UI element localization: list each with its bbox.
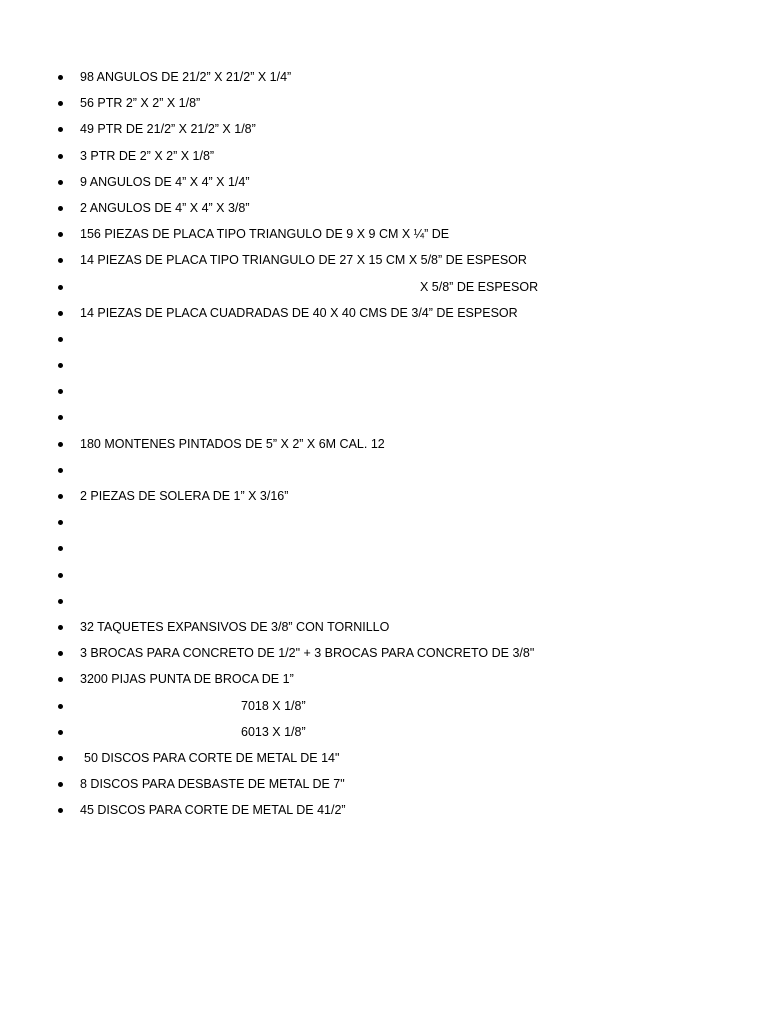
bullet-icon	[58, 782, 63, 787]
bullet-icon	[58, 573, 63, 578]
list-item	[0, 274, 768, 300]
bullet-icon	[58, 756, 63, 761]
list-item-text: 6013 X 1/8”	[241, 724, 306, 739]
bullet-icon	[58, 154, 63, 159]
list-item	[0, 562, 768, 588]
list-item	[0, 457, 768, 483]
list-item	[0, 404, 768, 430]
bullet-icon	[58, 546, 63, 551]
bullet-icon	[58, 468, 63, 473]
materials-list	[0, 64, 768, 823]
list-item-text: 156 PIEZAS DE PLACA TIPO TRIANGULO DE 9 X 9 CM X ¼” DE	[80, 227, 450, 242]
list-item-text: 14 PIEZAS DE PLACA TIPO TRIANGULO DE 27 X 15 CM X 5/8” DE ESPESOR	[80, 253, 527, 268]
list-item	[0, 221, 768, 247]
list-item	[0, 771, 768, 797]
list-item	[0, 378, 768, 404]
list-item-text: 9 ANGULOS DE 4” X 4” X 1/4”	[80, 174, 250, 189]
bullet-icon	[58, 808, 63, 813]
list-item	[0, 352, 768, 378]
list-item-text: 2 PIEZAS DE SOLERA DE 1” X 3/16”	[80, 489, 289, 503]
bullet-icon	[58, 127, 63, 132]
bullet-icon	[58, 625, 63, 630]
list-item	[0, 169, 768, 195]
bullet-icon	[58, 285, 63, 290]
bullet-icon	[58, 101, 63, 106]
list-item-text: 180 MONTENES PINTADOS DE 5” X 2” X 6M CAL. 12	[80, 436, 385, 451]
bullet-icon	[58, 494, 63, 499]
list-item-text: 45 DISCOS PARA CORTE DE METAL DE 41/2”	[80, 803, 346, 818]
list-item-text: 56 PTR 2” X 2” X 1/8”	[80, 96, 201, 111]
list-item	[0, 719, 768, 745]
bullet-icon	[58, 415, 63, 420]
list-item	[0, 640, 768, 666]
list-item	[0, 509, 768, 535]
list-item	[0, 326, 768, 352]
list-item-text: 3 PTR DE 2” X 2” X 1/8”	[80, 148, 215, 163]
list-item	[0, 143, 768, 169]
list-item	[0, 797, 768, 823]
list-item-text: 8 DISCOS PARA DESBASTE DE METAL DE 7"	[80, 777, 345, 792]
list-item	[0, 300, 768, 326]
list-item	[0, 116, 768, 142]
bullet-icon	[58, 258, 63, 263]
list-item	[0, 483, 768, 509]
list-item-text: 50 DISCOS PARA CORTE DE METAL DE 14"	[84, 750, 340, 765]
list-item	[0, 90, 768, 116]
bullet-icon	[58, 599, 63, 604]
bullet-icon	[58, 651, 63, 656]
bullet-icon	[58, 520, 63, 525]
bullet-icon	[58, 389, 63, 394]
list-item-text: 49 PTR DE 21/2” X 21/2” X 1/8”	[80, 122, 256, 137]
bullet-icon	[58, 677, 63, 682]
bullet-icon	[58, 704, 63, 709]
list-item-text: 3200 PIJAS PUNTA DE BROCA DE 1”	[80, 672, 294, 687]
bullet-icon	[58, 232, 63, 237]
list-item	[0, 195, 768, 221]
list-item	[0, 64, 768, 90]
list-item	[0, 588, 768, 614]
bullet-icon	[58, 75, 63, 80]
list-item	[0, 614, 768, 640]
bullet-icon	[58, 337, 63, 342]
list-item-text: X 5/8” DE ESPESOR	[420, 279, 539, 294]
bullet-icon	[58, 206, 63, 211]
list-item-text: 98 ANGULOS DE 21/2” X 21/2” X 1/4”	[80, 70, 292, 84]
list-item-text: 32 TAQUETES EXPANSIVOS DE 3/8” CON TORNILLO	[80, 619, 390, 634]
list-item-text: 2 ANGULOS DE 4” X 4” X 3/8”	[80, 200, 250, 215]
bullet-icon	[58, 442, 63, 447]
list-item	[0, 247, 768, 273]
bullet-icon	[58, 363, 63, 368]
list-item	[0, 666, 768, 692]
bullet-icon	[58, 730, 63, 735]
list-item	[0, 745, 768, 771]
list-item	[0, 693, 768, 719]
list-item	[0, 535, 768, 561]
bullet-icon	[58, 180, 63, 185]
bullet-icon	[58, 311, 63, 316]
list-item-text: 14 PIEZAS DE PLACA CUADRADAS DE 40 X 40 CMS DE 3/4” DE ESPESOR	[80, 305, 518, 320]
list-item-text: 3 BROCAS PARA CONCRETO DE 1/2" + 3 BROCAS PARA CONCRETO DE 3/8"	[80, 646, 535, 661]
list-item	[0, 431, 768, 457]
list-item-text: 7018 X 1/8”	[241, 698, 306, 713]
